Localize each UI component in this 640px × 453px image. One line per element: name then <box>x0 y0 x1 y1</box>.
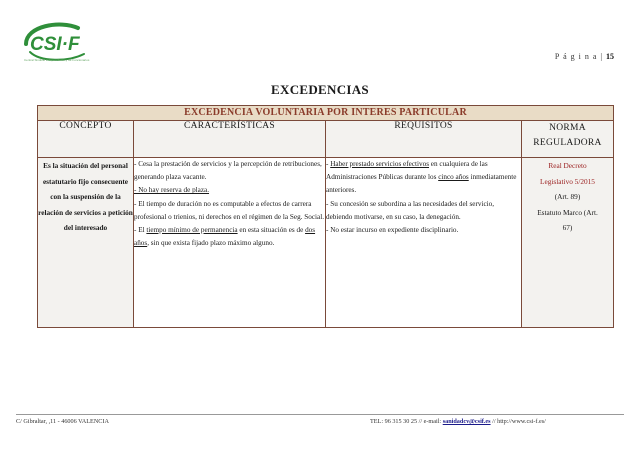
page-label: P á g i n a | <box>554 52 603 61</box>
requisitos-cell <box>326 158 522 328</box>
norma-line: 67) <box>562 223 573 232</box>
underlined-text: cinco años <box>438 173 469 182</box>
page-number-label <box>555 52 614 61</box>
caracteristica-item: - Cesa la prestación de servicios y la percepción de retribuciones, generando plaza vacante. <box>134 160 322 182</box>
underlined-text: Haber prestado servicios efectivos <box>330 160 429 168</box>
requisito-item: - Su concesión se subordina a las necesidades del servicio, debiendo motivarse, en su caso, la denegación. <box>326 199 495 221</box>
footer-divider <box>16 414 624 415</box>
norma-line: Real Decreto <box>548 161 587 170</box>
requisito-item: - No estar incurso en expediente disciplinario. <box>326 226 459 235</box>
footer-email-link[interactable]: sanidadcv@csif.es <box>442 418 491 425</box>
text-segment: - El <box>134 226 147 235</box>
header-norma <box>522 121 614 158</box>
footer-web[interactable]: // http://www.csi-f.es/ <box>490 418 546 425</box>
caracteristicas-cell <box>134 158 326 328</box>
concepto-cell: Es la situación del personal estatutario fijo consecuente con la suspensión de la relación de servicios a petición del interesado <box>38 158 134 328</box>
text-segment: - <box>326 160 331 168</box>
excedencias-table <box>37 105 614 328</box>
header-norma-line2: REGULADORA <box>533 138 602 148</box>
caracteristica-item: - No hay reserva de plaza. <box>134 186 210 195</box>
caracteristica-item <box>134 224 325 250</box>
header-requisitos: REQUISITOS <box>326 121 522 158</box>
norma-line: Estatuto Marco (Art. <box>537 207 598 217</box>
text-segment: inmediatamente anteriores. <box>326 173 517 195</box>
header-norma-line1: NORMA <box>549 123 586 133</box>
footer-address: C/ Gibraltar, ,11 - 46006 VALENCIA <box>16 418 109 425</box>
underlined-text: dos años <box>134 226 316 248</box>
norma-line: Legislativo 5/2015 <box>540 176 595 186</box>
page-number: 15 <box>606 52 614 61</box>
header-concepto: CONCEPTO <box>38 121 134 158</box>
caracteristica-item: - El tiempo de duración no es computable a efectos de carrera profesional o trienios, ni derechos en el régimen de la Seg. Social. <box>134 199 325 221</box>
table-banner: EXCEDENCIA VOLUNTARIA POR INTERES PARTICULAR <box>38 106 614 121</box>
norma-line: (Art. 89) <box>554 192 581 201</box>
underlined-text: tiempo mínimo de permanencia <box>146 226 238 235</box>
page-title: EXCEDENCIAS <box>271 82 369 97</box>
requisito-item <box>326 158 521 198</box>
text-segment: en cualquiera de las Administraciones Públicas durante los <box>326 160 488 182</box>
logo-subtitle: Central Sindical Independiente y de Funcionarios <box>24 58 90 62</box>
logo-text: CSI·F <box>30 34 80 55</box>
norma-cell <box>522 158 614 328</box>
text-segment: , sin que exista fijado plazo máximo alguno. <box>147 239 275 248</box>
header-caracteristicas: CARACTERÍSTICAS <box>134 121 326 158</box>
footer-tel: TEL: 96 315 30 25 // e-mail: <box>370 418 443 425</box>
footer-contact <box>370 418 546 425</box>
text-segment: en esta situación es de <box>237 226 306 235</box>
